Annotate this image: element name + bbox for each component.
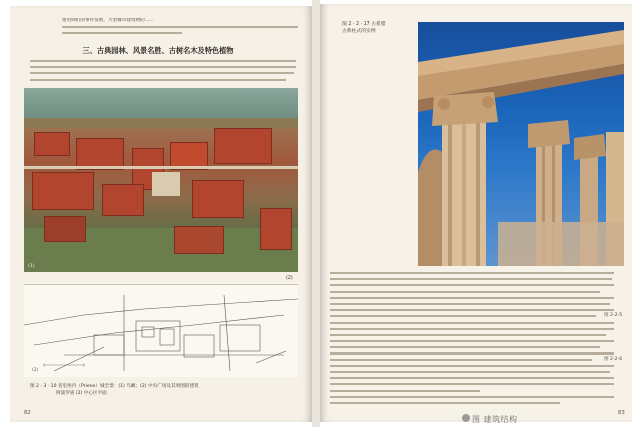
figure-caption-left-line2: 阿波罗庙 (2) 中心区平面 bbox=[56, 391, 107, 396]
aerial-label: (1) bbox=[28, 264, 35, 269]
figure-caption-right-line2: 古典柱式的实例 bbox=[342, 29, 376, 34]
aerial-photo-priene bbox=[24, 88, 298, 272]
right-body-text bbox=[330, 272, 614, 408]
side-label-1: 图 2-2-5 bbox=[604, 313, 623, 318]
left-intro-lines bbox=[62, 26, 298, 38]
section-heading: 三、古典园林、风景名胜、古树名木及特色植物 bbox=[82, 46, 234, 55]
temple-column-photo bbox=[418, 22, 624, 266]
watermark-text: 图 建筑结构 bbox=[472, 415, 518, 424]
left-body-paragraph bbox=[30, 60, 296, 85]
side-label-2: 图 2-2-6 bbox=[604, 357, 623, 362]
aerial-water bbox=[24, 88, 298, 122]
figure-caption-left: 图 2 · 3 · 10 普里埃内（Priene）城全景：(1) 鸟瞰；(2) 中央广场及其周围的建筑 bbox=[30, 384, 199, 389]
left-page-number: 82 bbox=[24, 410, 31, 416]
right-page-number: 83 bbox=[618, 410, 625, 416]
aerial-label-right: (2) bbox=[286, 276, 293, 281]
figure-caption-right: 图 2 · 2 · 17 古希腊 bbox=[342, 22, 386, 27]
svg-text:(2): (2) bbox=[32, 368, 39, 373]
wechat-icon bbox=[462, 414, 470, 422]
book-gutter bbox=[312, 0, 320, 427]
left-intro-text: 建筑师们的事件发展，大型城市建筑物的…… bbox=[62, 18, 154, 23]
site-plan-drawing bbox=[24, 284, 298, 377]
